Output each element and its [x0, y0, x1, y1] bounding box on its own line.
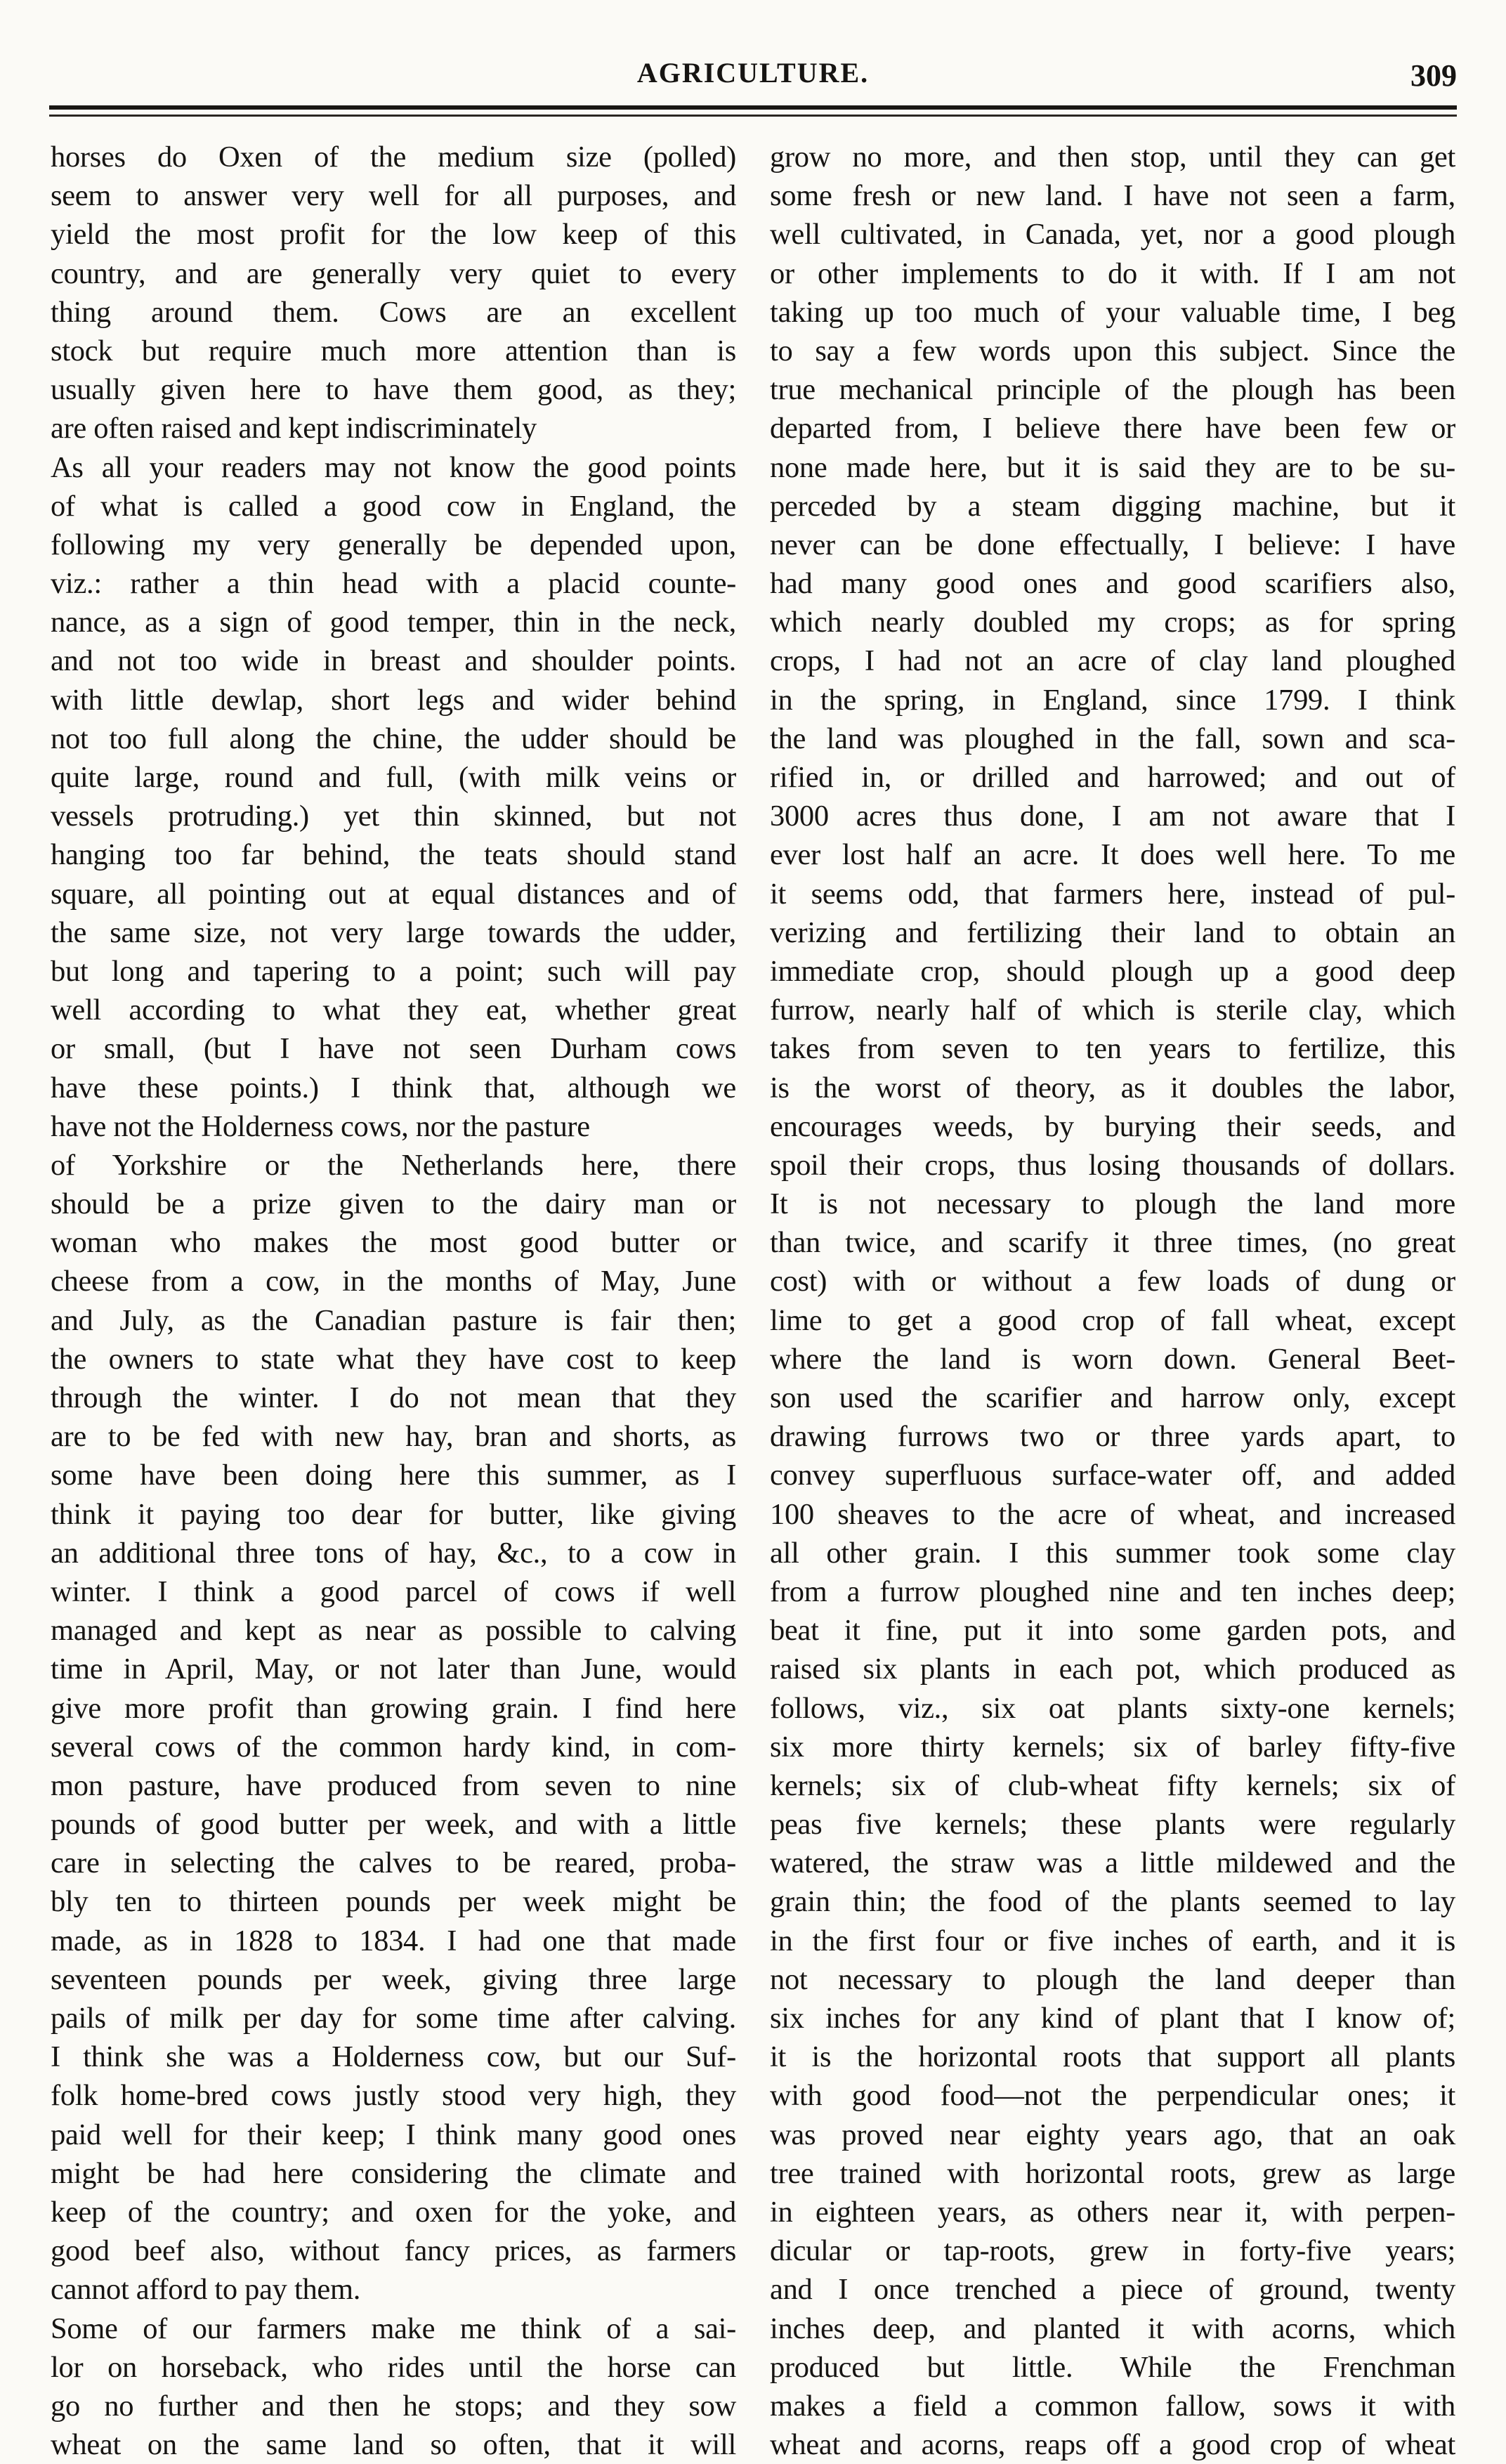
text-line: viz.: rather a thin head with a placid counte-: [51, 567, 736, 601]
text-line: beat it fine, put it into some garden pots, and: [770, 1614, 1455, 1648]
text-line: 100 sheaves to the acre of wheat, and increased: [770, 1497, 1455, 1531]
text-line: I think she was a Holderness cow, but our Suf-: [51, 2040, 736, 2074]
text-line: which nearly doubled my crops; as for spring: [770, 606, 1455, 639]
text-line: hanging too far behind, the teats should stand: [51, 838, 736, 872]
text-line: give more profit than growing grain. I find here: [51, 1691, 736, 1725]
text-line: and I once trenched a piece of ground, twenty: [770, 2273, 1455, 2307]
text-line: quite large, round and full, (with milk veins or: [51, 761, 736, 794]
text-line: peas five kernels; these plants were regularly: [770, 1808, 1455, 1842]
text-line: from a furrow ploughed nine and ten inches deep;: [770, 1575, 1455, 1608]
text-line: an additional three tons of hay, &c., to a cow in: [51, 1536, 736, 1570]
text-line: to say a few words upon this subject. Since the: [770, 334, 1455, 367]
text-line: As all your readers may not know the good points: [51, 450, 736, 484]
text-line: good beef also, without fancy prices, as farmers: [51, 2234, 736, 2268]
text-line: It is not necessary to plough the land more: [770, 1187, 1455, 1221]
text-line: six inches for any kind of plant that I know of;: [770, 2002, 1455, 2035]
text-line: stock but require much more attention than is: [51, 334, 736, 367]
text-line: than twice, and scarify it three times, (no great: [770, 1226, 1455, 1260]
text-line: have these points.) I think that, although we: [51, 1071, 736, 1104]
text-line: pounds of good butter per week, and with a little: [51, 1808, 736, 1842]
text-line: think it paying too dear for butter, like giving: [51, 1497, 736, 1531]
text-line: and July, as the Canadian pasture is fair then;: [51, 1303, 736, 1337]
text-line: should be a prize given to the dairy man or: [51, 1187, 736, 1221]
text-line: the owners to state what they have cost to keep: [51, 1342, 736, 1376]
text-line: dicular or tap-roots, grew in forty-five years;: [770, 2234, 1455, 2268]
text-line: it seems odd, that farmers here, instead of pul-: [770, 877, 1455, 911]
text-line: in the first four or five inches of earth, and it is: [770, 1924, 1455, 1957]
text-line: the same size, not very large towards the udder,: [51, 915, 736, 949]
running-title: AGRICULTURE.: [636, 57, 870, 89]
text-line: in eighteen years, as others near it, with perpen-: [770, 2195, 1455, 2229]
text-line: six more thirty kernels; six of barley fifty-five: [770, 1730, 1455, 1764]
text-line: true mechanical principle of the plough has been: [770, 373, 1455, 407]
text-line: seventeen pounds per week, giving three large: [51, 1962, 736, 1996]
text-line: grow no more, and then stop, until they can get: [770, 141, 1455, 174]
text-line: well cultivated, in Canada, yet, nor a good plough: [770, 218, 1455, 252]
text-line: nance, as a sign of good temper, thin in the neck,: [51, 606, 736, 639]
text-line: with good food—not the perpendicular ones; it: [770, 2079, 1455, 2113]
text-line: of what is called a good cow in England, the: [51, 489, 736, 523]
text-line: cheese from a cow, in the months of May, June: [51, 1265, 736, 1298]
text-line: but long and tapering to a point; such will pay: [51, 954, 736, 988]
text-line: woman who makes the most good butter or: [51, 1226, 736, 1260]
page-number: 309: [1410, 58, 1457, 93]
text-line: furrow, nearly half of which is sterile clay, which: [770, 993, 1455, 1027]
text-line: inches deep, and planted it with acorns, which: [770, 2312, 1455, 2345]
text-line: paid well for their keep; I think many good ones: [51, 2118, 736, 2151]
text-line: none made here, but it is said they are to be su-: [770, 450, 1455, 484]
right-column: [770, 138, 1455, 2464]
text-line: taking up too much of your valuable time, I beg: [770, 295, 1455, 329]
text-line: or small, (but I have not seen Durham cows: [51, 1032, 736, 1066]
text-line: convey superfluous surface-water off, and added: [770, 1459, 1455, 1492]
text-line: square, all pointing out at equal distances and of: [51, 877, 736, 911]
text-line: following my very generally be depended upon,: [51, 528, 736, 561]
text-line: horses do Oxen of the medium size (polled): [51, 141, 736, 174]
text-line: made, as in 1828 to 1834. I had one that made: [51, 1924, 736, 1957]
text-line: through the winter. I do not mean that they: [51, 1381, 736, 1414]
text-line: care in selecting the calves to be reared, proba-: [51, 1846, 736, 1880]
text-line: departed from, I believe there have been few or: [770, 412, 1455, 445]
text-line: lime to get a good crop of fall wheat, except: [770, 1303, 1455, 1337]
text-line: verizing and fertilizing their land to obtain an: [770, 915, 1455, 949]
text-line: produced but little. While the Frenchman: [770, 2350, 1455, 2384]
text-line: drawing furrows two or three yards apart, to: [770, 1420, 1455, 1454]
text-line: in the spring, in England, since 1799. I think: [770, 683, 1455, 717]
text-line: are often raised and kept indiscriminately: [51, 412, 537, 445]
text-line: not necessary to plough the land deeper than: [770, 1962, 1455, 1996]
text-line: not too full along the chine, the udder should be: [51, 722, 736, 755]
text-line: vessels protruding.) yet thin skinned, but not: [51, 800, 736, 833]
text-line: spoil their crops, thus losing thousands of dollars.: [770, 1148, 1455, 1182]
text-line: time in April, May, or not later than June, would: [51, 1653, 736, 1686]
text-line: ever lost half an acre. It does well here. To me: [770, 838, 1455, 872]
text-line: kernels; six of club-wheat fifty kernels; six of: [770, 1768, 1455, 1802]
text-line: had many good ones and good scarifiers also,: [770, 567, 1455, 601]
text-line: several cows of the common hardy kind, in com-: [51, 1730, 736, 1764]
text-line: rified in, or drilled and harrowed; and out of: [770, 761, 1455, 794]
text-line: might be had here considering the climate and: [51, 2156, 736, 2190]
text-line: are to be fed with new hay, bran and shorts, as: [51, 1420, 736, 1454]
text-line: lor on horseback, who rides until the horse can: [51, 2350, 736, 2384]
text-line: have not the Holderness cows, nor the pasture: [51, 1109, 590, 1143]
text-line: takes from seven to ten years to fertilize, this: [770, 1032, 1455, 1066]
text-line: folk home-bred cows justly stood very high, they: [51, 2079, 736, 2113]
header-rule-thin: [49, 115, 1457, 117]
text-line: encourages weeds, by burying their seeds, and: [770, 1109, 1455, 1143]
text-line: seem to answer very well for all purposes, and: [51, 179, 736, 213]
text-line: and not too wide in breast and shoulder points.: [51, 644, 736, 678]
text-line: the land was ploughed in the fall, sown and sca-: [770, 722, 1455, 755]
text-line: with little dewlap, short legs and wider behind: [51, 683, 736, 717]
text-line: 3000 acres thus done, I am not aware that I: [770, 800, 1455, 833]
text-line: was proved near eighty years ago, that an oak: [770, 2118, 1455, 2151]
text-line: keep of the country; and oxen for the yoke, and: [51, 2195, 736, 2229]
text-line: makes a field a common fallow, sows it with: [770, 2389, 1455, 2423]
text-line: or other implements to do it with. If I am not: [770, 256, 1455, 290]
text-line: well according to what they eat, whether great: [51, 993, 736, 1027]
text-line: perceded by a steam digging machine, but it: [770, 489, 1455, 523]
text-line: wheat on the same land so often, that it will: [51, 2428, 736, 2462]
page-header: [49, 45, 1457, 101]
text-line: follows, viz., six oat plants sixty-one kernels;: [770, 1691, 1455, 1725]
text-line: it is the horizontal roots that support all plants: [770, 2040, 1455, 2074]
text-line: tree trained with horizontal roots, grew as large: [770, 2156, 1455, 2190]
text-line: never can be done effectually, I believe: I have: [770, 528, 1455, 561]
text-line: of Yorkshire or the Netherlands here, there: [51, 1148, 736, 1182]
text-line: immediate crop, should plough up a good deep: [770, 954, 1455, 988]
text-line: winter. I think a good parcel of cows if well: [51, 1575, 736, 1608]
text-line: cost) with or without a few loads of dung or: [770, 1265, 1455, 1298]
text-line: crops, I had not an acre of clay land ploughed: [770, 644, 1455, 678]
text-line: son used the scarifier and harrow only, except: [770, 1381, 1455, 1414]
text-line: go no further and then he stops; and they sow: [51, 2389, 736, 2423]
text-line: is the worst of theory, as it doubles the labor,: [770, 1071, 1455, 1104]
text-line: managed and kept as near as possible to calving: [51, 1614, 736, 1648]
text-line: country, and are generally very quiet to every: [51, 256, 736, 290]
text-line: some fresh or new land. I have not seen a farm,: [770, 179, 1455, 213]
text-line: pails of milk per day for some time after calving.: [51, 2002, 736, 2035]
text-line: all other grain. I this summer took some clay: [770, 1536, 1455, 1570]
text-line: bly ten to thirteen pounds per week might be: [51, 1885, 736, 1919]
text-line: cannot afford to pay them.: [51, 2273, 361, 2307]
text-line: thing around them. Cows are an excellent: [51, 295, 736, 329]
text-line: where the land is worn down. General Beet-: [770, 1342, 1455, 1376]
text-line: raised six plants in each pot, which produced as: [770, 1653, 1455, 1686]
text-line: mon pasture, have produced from seven to nine: [51, 1768, 736, 1802]
header-rule-thick: [49, 105, 1457, 110]
text-line: watered, the straw was a little mildewed and the: [770, 1846, 1455, 1880]
text-line: some have been doing here this summer, as I: [51, 1459, 736, 1492]
left-column: [51, 138, 736, 2464]
text-line: yield the most profit for the low keep of this: [51, 218, 736, 252]
text-line: wheat and acorns, reaps off a good crop of wheat: [770, 2428, 1455, 2462]
text-line: Some of our farmers make me think of a sai-: [51, 2312, 736, 2345]
text-line: grain thin; the food of the plants seemed to lay: [770, 1885, 1455, 1919]
text-line: usually given here to have them good, as they;: [51, 373, 736, 407]
